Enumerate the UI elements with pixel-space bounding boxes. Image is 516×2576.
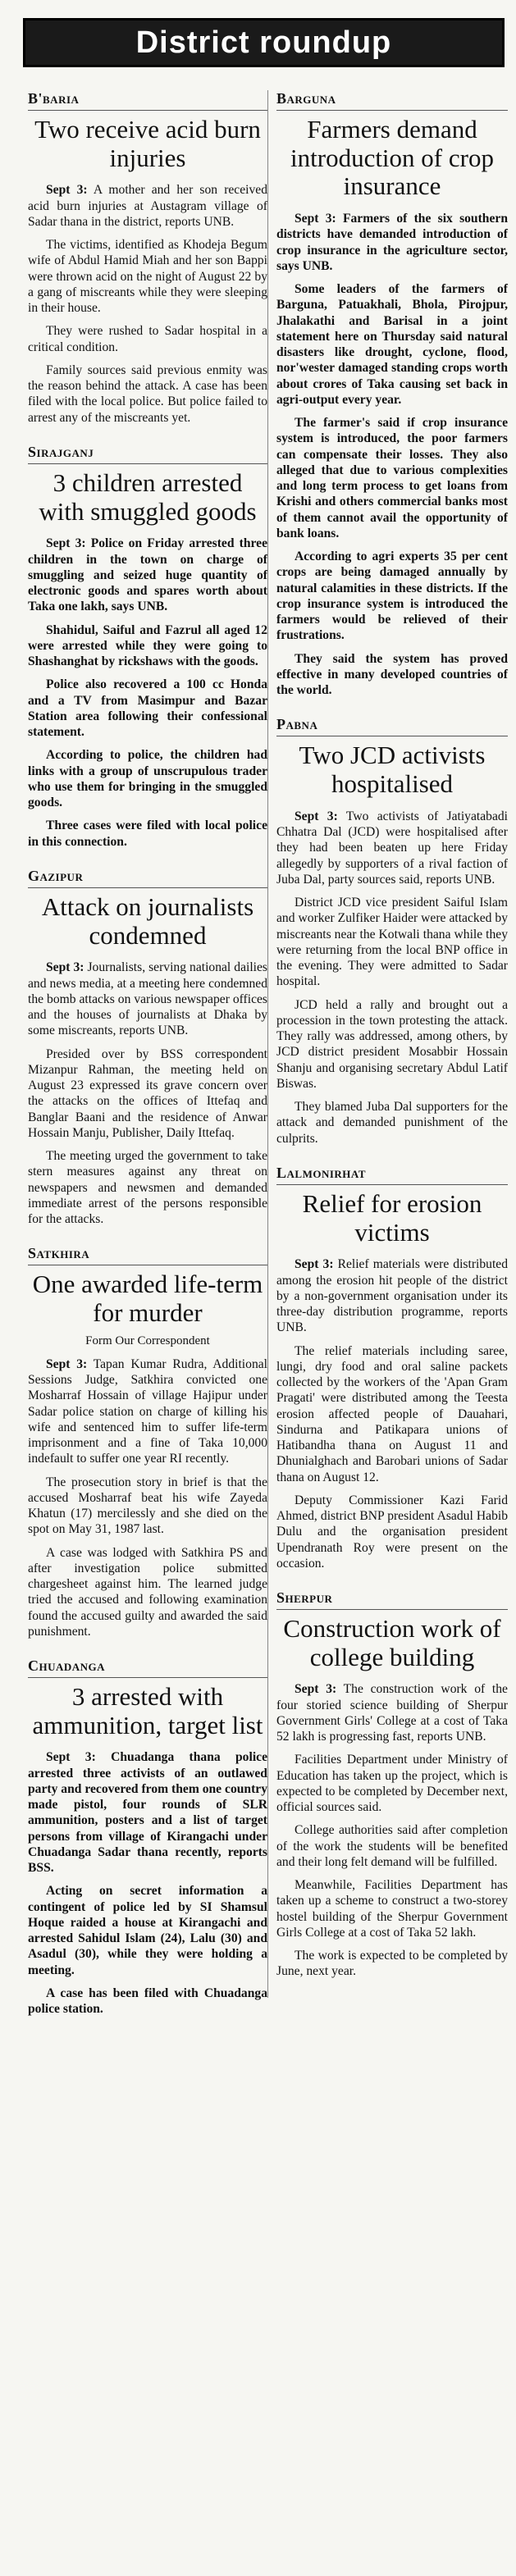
story-paragraph [276,415,508,541]
news-story [28,1245,267,1639]
story-paragraph [28,536,267,614]
paragraph-text: A case was lodged with Satkhira PS and after investigation police submitted chargesheet against him. The learned judge tried the accused and following examination found the accused guilty and awarded the said punishment. [28,1545,267,1639]
paragraph-text: The meeting urged the government to take stern measures against any threat on newspapers and newsmen and demanded immediate arrest of the persons responsible for the attacks. [28,1149,267,1227]
dateline: Sept 3: [46,183,88,198]
story-headline: Attack on journalists condemned [41,891,254,950]
news-story [28,444,267,850]
paragraph-text: They said the system has proved effective in many developed countries of the world. [276,651,508,698]
paragraph-text: They blamed Juba Dal supporters for the attack and demanded punishment of the culprits. [276,1100,508,1146]
story-headline: Farmers demand introduction of crop insurance [290,115,494,201]
story-headline: Two JCD activists hospitalised [299,741,486,799]
district-tag: B'baria [28,90,267,111]
news-story [276,716,508,1146]
paragraph-text: Shahidul, Saiful and Fazrul all aged 12 were arrested while they were going to Shashanghat by rickshaws with the goods. [28,622,267,669]
paragraph-text: According to police, the children had links with a group of unscrupulous trader who use them for bringing in the smuggled goods. [28,748,267,810]
district-tag: Pabna [276,716,508,736]
paragraph-text: Police also recovered a 100 cc Honda and a TV from Masimpur and Bazar Station area following their confessional statement. [28,677,267,740]
district-tag: Barguna [276,90,508,111]
paragraph-text: The work is expected to be completed by June, next year. [276,1949,508,1979]
story-paragraph [28,1475,267,1538]
paragraph-text: Tapan Kumar Rudra, Additional Sessions Judge, Satkhira convicted one Mosharraf Hossain of village Hajipur under Sadar police station on charge of killing his wife and sentenced him to suffer life-term imprisonment and a fine of Taka 10,000 indefault to suffer one year RI recently. [28,1356,267,1466]
paragraph-text: Police on Friday arrested three children in the town on charge of smuggling and seized huge quantity of electronic goods and spares worth about Taka one lakh, says UNB. [28,536,267,614]
paragraph-text: Three cases were filed with local police in this connection. [28,818,267,849]
paragraph-text: Journalists, serving national dailies and news media, at a meeting here condemned the bomb attacks on various newspaper offices and the houses of journalists at Dhaka by some miscreants, reports UNB. [28,960,267,1038]
dateline: Sept 3: [46,960,84,975]
paragraph-text: Facilities Department under Ministry of Education has taken up the project, which is expected to be completed by December next, official sources said. [276,1753,508,1815]
story-paragraph [28,1356,267,1467]
story-paragraph [28,1883,267,1978]
dateline: Sept 3: [46,1356,88,1371]
news-story [28,90,267,426]
paragraph-text: A mother and her son received acid burn injuries at Austagram village of Sadar thana in the district, reports UNB. [28,183,267,229]
news-story [276,90,508,698]
story-paragraph [276,549,508,644]
paragraph-text: The victims, identified as Khodeja Begum wife of Abdul Hamid Miah and her son Bappi were thrown acid on the night of August 22 by a gang of miscreants while they were sleeping in their house. [28,238,267,316]
paragraph-text: Relief materials were distributed among the erosion hit people of the district by a non-government organisation under its three-day distribution programme, reports UNB. [276,1257,508,1335]
story-paragraph [28,818,267,850]
paragraph-text: A case has been filed with Chuadanga police station. [28,1986,267,2017]
story-headline: Relief for erosion victims [302,1188,482,1247]
paragraph-text: Two activists of Jatiyatabadi Chhatra Dal (JCD) were hospitalised after they had been beaten up here Friday allegedly by supporters of a rival faction of Juba Dal, party sources said, reports UNB. [276,809,508,887]
story-paragraph [276,1099,508,1147]
story-paragraph [28,182,267,230]
story-headline: 3 children arrested with smuggled goods [39,467,257,526]
story-paragraph [28,747,267,810]
paragraph-text: They were rushed to Sadar hospital in a critical condition. [28,324,267,354]
news-story [276,1165,508,1571]
district-tag: Sirajganj [28,444,267,464]
story-paragraph [276,1822,508,1870]
story-paragraph [28,362,267,426]
dateline: Sept 3: [295,1682,337,1697]
story-headline: Construction work of college building [283,1614,501,1671]
story-paragraph [276,1681,508,1744]
story-paragraph [276,1343,508,1485]
paragraph-text: The prosecution story in brief is that the accused Mosharraf beat his wife Zayeda Khatun (17) mercilessly and she died on the spot on May 31, 1987 last. [28,1475,267,1537]
section-title: District roundup [135,25,392,60]
story-paragraph [28,1148,267,1227]
paragraph-text: Deputy Commissioner Kazi Farid Ahmed, district BNP president Asadul Habib Dulu and the organisation president Upendranath Roy were present on the occasion. [276,1493,508,1571]
paragraph-text: College authorities said after completion of the work the students will be benefited and their long felt demand will be fulfilled. [276,1823,508,1869]
district-tag: Satkhira [28,1245,267,1265]
paragraph-text: Family sources said previous enmity was the reason behind the attack. A case has been filed with the local police. But police failed to arrest any of the miscreants yet. [28,362,267,425]
story-paragraph [276,997,508,1092]
news-story [28,1657,267,2017]
paragraph-text: The construction work of the four storied science building of Sherpur Government Girls' College at a cost of Taka 52 lakh is progressing fast, reports UNB. [276,1682,508,1744]
left-column [28,90,267,2035]
paragraph-text: Presided over by BSS correspondent Mizanpur Rahman, the meeting held on August 23 expressed its grave concern over the attacks on the offices of Ittefaq and Banglar Baani and the residence of Anwar Hossain Manju, Publisher, Daily Ittefaq. [28,1046,267,1140]
story-paragraph [276,1256,508,1335]
story-paragraph [28,622,267,670]
paragraph-text: Some leaders of the farmers of Barguna, Patuakhali, Bhola, Pirojpur, Jhalakathi and Barisal in a joint statement here on Thursday said natural disasters like drought, cyclone, flood, nor'wester damaged standing crops worth about crores of Taka causing set back in agri-output every year. [276,282,508,407]
paragraph-text: The relief materials including saree, lungi, dry food and oral saline packets collected by the workers of the 'Apan Gram Pragati' were distributed among the Teesta erosion affected people of Dauahari, Sindurna and Patikapara unions of Hatibandha thana on August 11 and Dhunialghach and Barobari unions of Sadar thana on August 12. [276,1343,508,1484]
story-paragraph [276,281,508,408]
paragraph-text: Chuadanga thana police arrested three activists of an outlawed party and recovered from them one country made pistol, four rounds of SLR ammunition, posters and a list of target persons from village of Kirangachi under Chuadanga Sadar thana recently, reports BSS. [28,1750,267,1876]
section-banner [23,18,505,67]
story-paragraph [28,1046,267,1142]
news-story [28,868,267,1227]
district-tag: Lalmonirhat [276,1165,508,1185]
story-paragraph [276,1493,508,1571]
story-paragraph [276,211,508,274]
paragraph-text: According to agri experts 35 per cent crops are being damaged annually by natural calamities in these districts. If the crop insurance system is introduced the farmers would be relieved of their frustrations. [276,549,508,643]
paragraph-text: Farmers of the six southern districts have demanded introduction of crop insurance in the agriculture sector, says UNB. [276,212,508,273]
district-tag: Sherpur [276,1589,508,1610]
story-paragraph [28,1545,267,1640]
story-headline: One awarded life-term for murder [32,1270,263,1328]
story-paragraph [276,1948,508,1980]
story-paragraph [276,1877,508,1940]
story-paragraph [28,960,267,1038]
dateline: Sept 3: [46,536,86,551]
news-story [276,1589,508,1980]
story-paragraph [28,323,267,355]
dateline: Sept 3: [46,1750,96,1765]
story-paragraph [276,895,508,990]
district-tag: Gazipur [28,868,267,888]
story-paragraph [276,809,508,887]
story-paragraph [28,237,267,316]
story-paragraph [28,1749,267,1876]
story-paragraph [276,1752,508,1815]
paragraph-text: Meanwhile, Facilities Department has taken up a scheme to construct a two-storey hostel building of the Sherpur Government Girls College at a cost of Taka 52 lakh. [276,1878,508,1940]
district-tag: Chuadanga [28,1657,267,1678]
paragraph-text: Acting on secret information a contingent of police led by SI Shamsul Hoque raided a house at Kirangachi and arrested Sahidul Islam (24), Lalu (30) and Asadul (30), while they were holding a meeting. [28,1884,267,1977]
story-paragraph [28,677,267,740]
story-paragraph [28,1986,267,2017]
right-column [267,90,508,1998]
paragraph-text: The farmer's said if crop insurance system is introduced, the poor farmers can compensate their losses. They also alleged that due to various complexities and long term process to get loans from Krishi and others commercial banks most of them cannot avail the opportunity of bank loans. [276,416,508,540]
story-paragraph [276,651,508,699]
paragraph-text: JCD held a rally and brought out a procession in the town protesting the attack. They rally was addressed, among others, by JCD district president Mosabbir Hossain Shanju and organising secretary Abdul Latif Biswas. [276,997,508,1091]
paragraph-text: District JCD vice president Saiful Islam and worker Zulfiker Haider were attacked by miscreants near the Kotwali thana while they were returning from the local BNP office in the evening. They were admitted to Sadar hospital. [276,896,508,989]
dateline: Sept 3: [295,809,338,823]
dateline: Sept 3: [295,1257,334,1272]
dateline: Sept 3: [295,212,336,226]
story-headline: 3 arrested with ammunition, target list [32,1682,263,1739]
story-headline: Two receive acid burn injuries [34,115,261,172]
story-byline: Form Our Correspondent [85,1334,210,1347]
